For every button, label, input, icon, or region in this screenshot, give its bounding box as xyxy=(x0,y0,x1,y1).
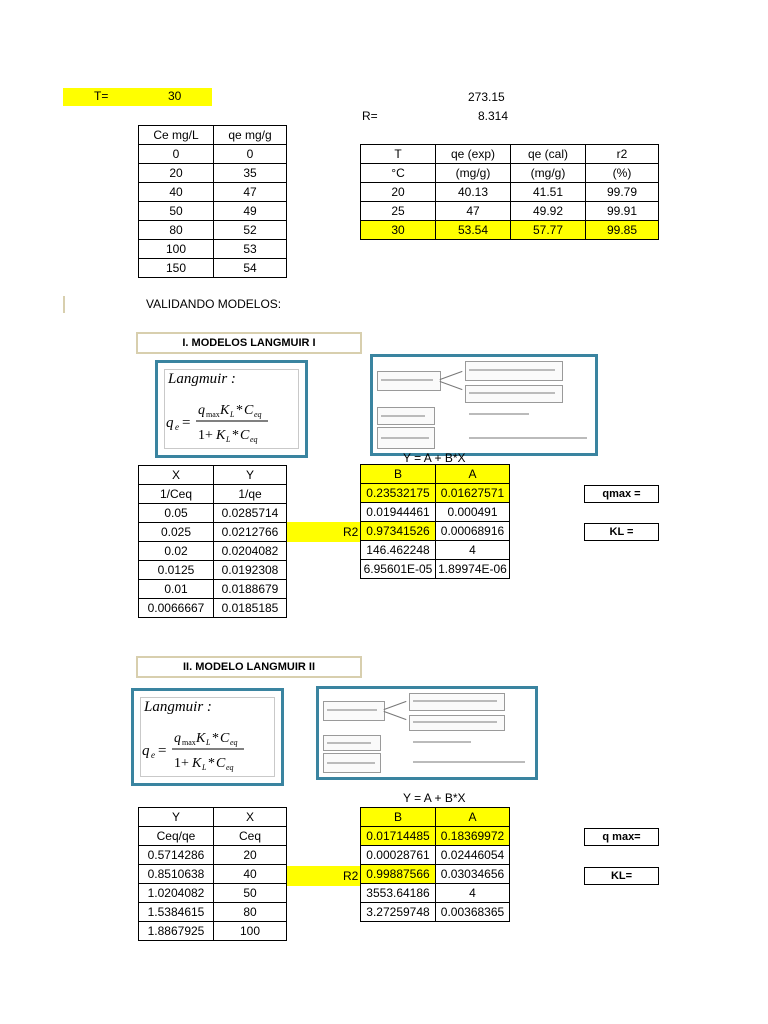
table-units-row xyxy=(361,164,659,183)
svg-text:eq: eq xyxy=(226,763,234,772)
section1-r2-label: R2 xyxy=(343,525,359,539)
table-cell: 49.92 xyxy=(511,202,586,221)
table-row xyxy=(139,922,287,941)
table-header-row xyxy=(139,808,287,827)
isotherm-data-table xyxy=(138,125,287,278)
table-cell: 0.05 xyxy=(139,504,214,523)
table-cell: 54 xyxy=(214,259,287,278)
table-cell: 20 xyxy=(361,183,436,202)
table-row xyxy=(139,164,287,183)
column-header: X xyxy=(139,466,214,485)
column-header: qe (cal) xyxy=(511,145,586,164)
svg-text:1+: 1+ xyxy=(198,428,213,443)
svg-text:q: q xyxy=(174,731,181,746)
table-row-highlighted xyxy=(361,221,659,240)
table-cell: 0.0066667 xyxy=(139,599,214,618)
table-row xyxy=(361,183,659,202)
table-cell: 47 xyxy=(214,183,287,202)
table-units-row xyxy=(139,827,287,846)
svg-text:L: L xyxy=(226,435,231,444)
svg-text:eq: eq xyxy=(250,435,258,444)
svg-text:q: q xyxy=(166,415,174,431)
equation-line xyxy=(327,709,377,711)
branch-line xyxy=(384,711,407,720)
section1-xy-table xyxy=(138,465,287,618)
unit-cell: Ceq/qe xyxy=(139,827,214,846)
equation-line xyxy=(381,379,433,381)
svg-text:L: L xyxy=(230,410,235,419)
table-cell: 99.91 xyxy=(586,202,659,221)
table-cell: 0.8510638 xyxy=(139,865,214,884)
table-cell: 0.18369972 xyxy=(436,827,510,846)
table-header-row xyxy=(361,808,510,827)
unit-cell: 1/qe xyxy=(214,485,287,504)
svg-text:e: e xyxy=(151,750,155,760)
equation-line xyxy=(469,392,555,394)
table-row xyxy=(139,865,287,884)
table-cell: 0.5714286 xyxy=(139,846,214,865)
column-header: qe (exp) xyxy=(436,145,511,164)
temperature-comparison-table xyxy=(360,144,659,240)
table-row xyxy=(361,503,510,522)
table-cell: 146.462248 xyxy=(361,541,436,560)
column-header: Ce mg/L xyxy=(139,126,214,145)
table-cell: 0.025 xyxy=(139,523,214,542)
svg-text:eq: eq xyxy=(230,738,238,747)
svg-text:C: C xyxy=(216,756,226,771)
svg-text:*: * xyxy=(232,428,239,443)
svg-text:q: q xyxy=(142,743,150,759)
section1-models-diagram xyxy=(370,354,598,456)
table-cell: 0.0188679 xyxy=(214,580,287,599)
table-cell: 50 xyxy=(139,202,214,221)
langmuir-model-box xyxy=(377,371,441,391)
table-cell: 53.54 xyxy=(436,221,511,240)
table-row xyxy=(361,865,510,884)
table-cell: 1.5384615 xyxy=(139,903,214,922)
langmuir-i-box xyxy=(409,693,505,711)
table-row xyxy=(139,202,287,221)
section2-r2-label: R2 xyxy=(343,869,359,883)
table-row xyxy=(361,202,659,221)
svg-text:K: K xyxy=(216,428,226,443)
branch-line xyxy=(440,381,463,390)
svg-text:*: * xyxy=(208,756,215,771)
table-cell: 0.0125 xyxy=(139,561,214,580)
formula-title: Langmuir : xyxy=(144,699,212,715)
table-row xyxy=(139,561,287,580)
langmuir-i-box xyxy=(465,361,563,381)
equation-line xyxy=(327,742,371,744)
svg-text:eq: eq xyxy=(254,410,262,419)
formula-title: Langmuir : xyxy=(168,371,236,387)
section2-regression-table xyxy=(360,807,510,922)
table-cell: 0.01 xyxy=(139,580,214,599)
table-cell: 0.000491 xyxy=(436,503,510,522)
svg-text:*: * xyxy=(236,403,243,418)
table-cell: 4 xyxy=(436,541,510,560)
table-cell: 0.00368365 xyxy=(436,903,510,922)
table-cell: 0.0185185 xyxy=(214,599,287,618)
table-cell: 99.85 xyxy=(586,221,659,240)
table-cell: 0.00068916 xyxy=(436,522,510,541)
redlich-peterson-equation xyxy=(413,761,525,763)
table-row xyxy=(139,259,287,278)
table-row xyxy=(361,827,510,846)
svg-text:K: K xyxy=(220,403,230,418)
temperature-label: T= xyxy=(94,89,109,103)
table-row xyxy=(139,145,287,164)
langmuir-equation xyxy=(138,725,279,775)
table-cell: 0.02 xyxy=(139,542,214,561)
table-cell: 80 xyxy=(139,221,214,240)
column-header: Y xyxy=(139,808,214,827)
table-cell: 53 xyxy=(214,240,287,259)
branch-line xyxy=(384,701,407,710)
svg-text:max: max xyxy=(182,738,196,747)
gas-constant-label: R= xyxy=(362,109,378,123)
branch-line xyxy=(440,371,463,380)
section1-qmax-box: qmax = xyxy=(584,485,659,503)
svg-text:L: L xyxy=(202,763,207,772)
redlich-peterson-equation xyxy=(469,437,587,439)
svg-text:C: C xyxy=(240,428,250,443)
section2-yx-table xyxy=(138,807,287,941)
column-header: A xyxy=(436,808,510,827)
table-header-row xyxy=(361,145,659,164)
gas-constant-value: 8.314 xyxy=(478,109,509,123)
temperature-value: 30 xyxy=(168,89,182,103)
table-cell: 0.03034656 xyxy=(436,865,510,884)
langmuir-ii-box xyxy=(409,715,505,731)
equation-line xyxy=(469,369,555,371)
section1-langmuir-formula xyxy=(155,360,308,458)
table-row xyxy=(361,484,510,503)
section1-title: I. MODELOS LANGMUIR I xyxy=(136,332,362,354)
section1-equation-label: Y = A + B*X xyxy=(403,451,466,465)
cell-cursor-marker xyxy=(63,296,65,313)
equation-line xyxy=(381,437,429,439)
svg-text:q: q xyxy=(198,403,205,418)
table-cell: 20 xyxy=(214,846,287,865)
table-cell: 30 xyxy=(361,221,436,240)
table-row xyxy=(361,541,510,560)
equation-line xyxy=(381,415,425,417)
unit-cell: (mg/g) xyxy=(511,164,586,183)
table-cell: 99.79 xyxy=(586,183,659,202)
table-row xyxy=(139,542,287,561)
section1-kl-box: KL = xyxy=(584,523,659,541)
table-cell: 0 xyxy=(214,145,287,164)
table-cell: 100 xyxy=(139,240,214,259)
svg-text:e: e xyxy=(175,422,179,432)
table-cell: 25 xyxy=(361,202,436,221)
table-cell: 100 xyxy=(214,922,287,941)
svg-text:C: C xyxy=(244,403,254,418)
table-row xyxy=(361,560,510,579)
column-header: qe mg/g xyxy=(214,126,287,145)
svg-text:=: = xyxy=(182,415,191,431)
unit-cell: (mg/g) xyxy=(436,164,511,183)
table-row xyxy=(139,903,287,922)
table-cell: 0.00028761 xyxy=(361,846,436,865)
table-cell: 20 xyxy=(139,164,214,183)
svg-text:*: * xyxy=(212,731,219,746)
table-cell: 150 xyxy=(139,259,214,278)
temperature-highlight xyxy=(63,88,212,106)
column-header: r2 xyxy=(586,145,659,164)
table-cell: 0.01944461 xyxy=(361,503,436,522)
section2-models-diagram xyxy=(316,686,538,780)
table-row xyxy=(139,183,287,202)
table-units-row xyxy=(139,485,287,504)
svg-text:L: L xyxy=(206,738,211,747)
table-cell: 3.27259748 xyxy=(361,903,436,922)
equation-line xyxy=(413,721,497,723)
validating-title: VALIDANDO MODELOS: xyxy=(146,297,282,311)
freundlich-equation xyxy=(469,413,529,415)
section2-kl-box: KL= xyxy=(584,867,659,885)
table-row xyxy=(139,599,287,618)
table-cell: 6.95601E-05 xyxy=(361,560,436,579)
column-header: B xyxy=(361,808,436,827)
table-row xyxy=(139,580,287,599)
table-header-row xyxy=(139,126,287,145)
table-cell: 1.89974E-06 xyxy=(436,560,510,579)
section2-langmuir-formula xyxy=(131,688,284,786)
table-cell: 41.51 xyxy=(511,183,586,202)
table-cell: 0.02446054 xyxy=(436,846,510,865)
table-cell: 40 xyxy=(214,865,287,884)
column-header: B xyxy=(361,465,436,484)
section2-title: II. MODELO LANGMUIR II xyxy=(136,656,362,678)
column-header: A xyxy=(436,465,510,484)
table-cell: 35 xyxy=(214,164,287,183)
table-cell: 57.77 xyxy=(511,221,586,240)
table-cell: 40.13 xyxy=(436,183,511,202)
section2-qmax-box: q max= xyxy=(584,828,659,846)
table-row xyxy=(139,523,287,542)
table-row xyxy=(139,504,287,523)
unit-cell: Ceq xyxy=(214,827,287,846)
table-cell: 0.01627571 xyxy=(436,484,510,503)
table-row xyxy=(139,846,287,865)
langmuir-model-box xyxy=(323,701,385,721)
svg-text:K: K xyxy=(196,731,206,746)
table-cell: 80 xyxy=(214,903,287,922)
table-cell: 1.0204082 xyxy=(139,884,214,903)
section1-regression-table xyxy=(360,464,510,579)
svg-text:=: = xyxy=(158,743,167,759)
unit-cell: (%) xyxy=(586,164,659,183)
langmuir-ii-box xyxy=(465,385,563,403)
table-row xyxy=(361,884,510,903)
section2-equation-label: Y = A + B*X xyxy=(403,791,466,805)
freundlich-equation xyxy=(413,741,471,743)
table-cell: 0.23532175 xyxy=(361,484,436,503)
langmuir-equation xyxy=(162,397,303,447)
table-cell: 49 xyxy=(214,202,287,221)
table-cell: 0.0204082 xyxy=(214,542,287,561)
table-row xyxy=(139,884,287,903)
table-row xyxy=(139,221,287,240)
column-header: T xyxy=(361,145,436,164)
equation-line xyxy=(327,762,375,764)
table-cell: 0.01714485 xyxy=(361,827,436,846)
svg-text:K: K xyxy=(192,756,202,771)
table-row xyxy=(361,903,510,922)
table-cell: 47 xyxy=(436,202,511,221)
svg-text:max: max xyxy=(206,410,220,419)
table-cell: 0.99887566 xyxy=(361,865,436,884)
svg-text:C: C xyxy=(220,731,230,746)
column-header: Y xyxy=(214,466,287,485)
table-cell: 4 xyxy=(436,884,510,903)
table-cell: 1.8867925 xyxy=(139,922,214,941)
table-cell: 0.0212766 xyxy=(214,523,287,542)
column-header: X xyxy=(214,808,287,827)
svg-text:1+: 1+ xyxy=(174,756,189,771)
table-cell: 40 xyxy=(139,183,214,202)
table-cell: 50 xyxy=(214,884,287,903)
table-header-row xyxy=(139,466,287,485)
table-row xyxy=(361,522,510,541)
table-cell: 0.0285714 xyxy=(214,504,287,523)
table-row xyxy=(361,846,510,865)
table-row xyxy=(139,240,287,259)
table-cell: 3553.64186 xyxy=(361,884,436,903)
table-cell: 0.97341526 xyxy=(361,522,436,541)
kelvin-offset: 273.15 xyxy=(468,90,505,104)
equation-line xyxy=(413,700,497,702)
table-cell: 0 xyxy=(139,145,214,164)
unit-cell: °C xyxy=(361,164,436,183)
table-cell: 52 xyxy=(214,221,287,240)
table-header-row xyxy=(361,465,510,484)
unit-cell: 1/Ceq xyxy=(139,485,214,504)
table-cell: 0.0192308 xyxy=(214,561,287,580)
